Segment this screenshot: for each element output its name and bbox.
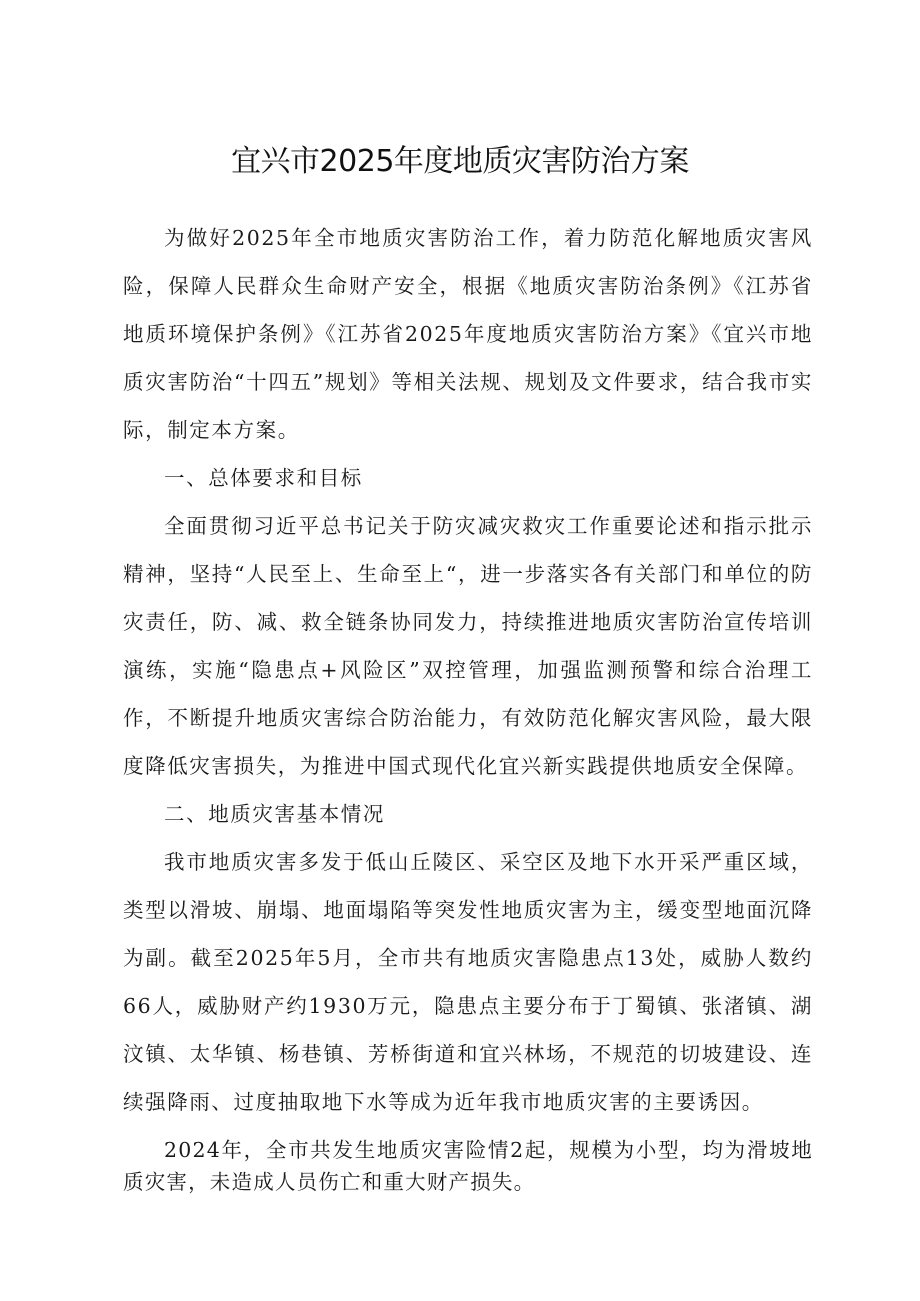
section-2-paragraph: 我市地质灾害多发于低山丘陵区、采空区及地下水开采严重区域，类型以滑坡、崩塌、地面塌陷等突发性地质灾害为主，缓变型地面沉降为副。截至2025年5月，全市共有地质灾害隐患点13处，威胁人数约66人，威胁财产约1930万元，隐患点主要分布于丁蜀镇、张渚镇、湖汶镇、太华镇、杨巷镇、芳桥街道和宜兴林场，不规范的切坡建设、连续强降雨、过度抽取地下水等成为近年我市地质灾害的主要诱因。 — [123, 850, 813, 1114]
section-heading-2: 二、地质灾害基本情况 — [164, 802, 385, 826]
section-2-paragraph-2024: 2024年，全市共发生地质灾害险情2起，规模为小型，均为滑坡地质灾害，未造成人员伤亡和重大财产损失。 — [123, 1138, 813, 1194]
intro-paragraph: 为做好2025年全市地质灾害防治工作，着力防范化解地质灾害风险，保障人民群众生命财产安全，根据《地质灾害防治条例》《江苏省地质环境保护条例》《江苏省2025年度地质灾害防治方案》《宜兴市地质灾害防治“十四五”规划》等相关法规、规划及文件要求，结合我市实际，制定本方案。 — [123, 226, 813, 442]
section-1-paragraph: 全面贯彻习近平总书记关于防灾减灾救灾工作重要论述和指示批示精神，坚持“人民至上、生命至上“，进一步落实各有关部门和单位的防灾责任，防、减、救全链条协同发力，持续推进地质灾害防治宣传培训演练，实施“隐患点+风险区”双控管理，加强监测预警和综合治理工作，不断提升地质灾害综合防治能力，有效防范化解灾害风险，最大限度降低灾害损失，为推进中国式现代化宜兴新实践提供地质安全保障。 — [123, 514, 813, 778]
document-body — [123, 214, 813, 1198]
section-heading-1: 一、总体要求和目标 — [164, 466, 363, 490]
document-title: 宜兴市2025年度地质灾害防治方案 — [231, 144, 689, 179]
